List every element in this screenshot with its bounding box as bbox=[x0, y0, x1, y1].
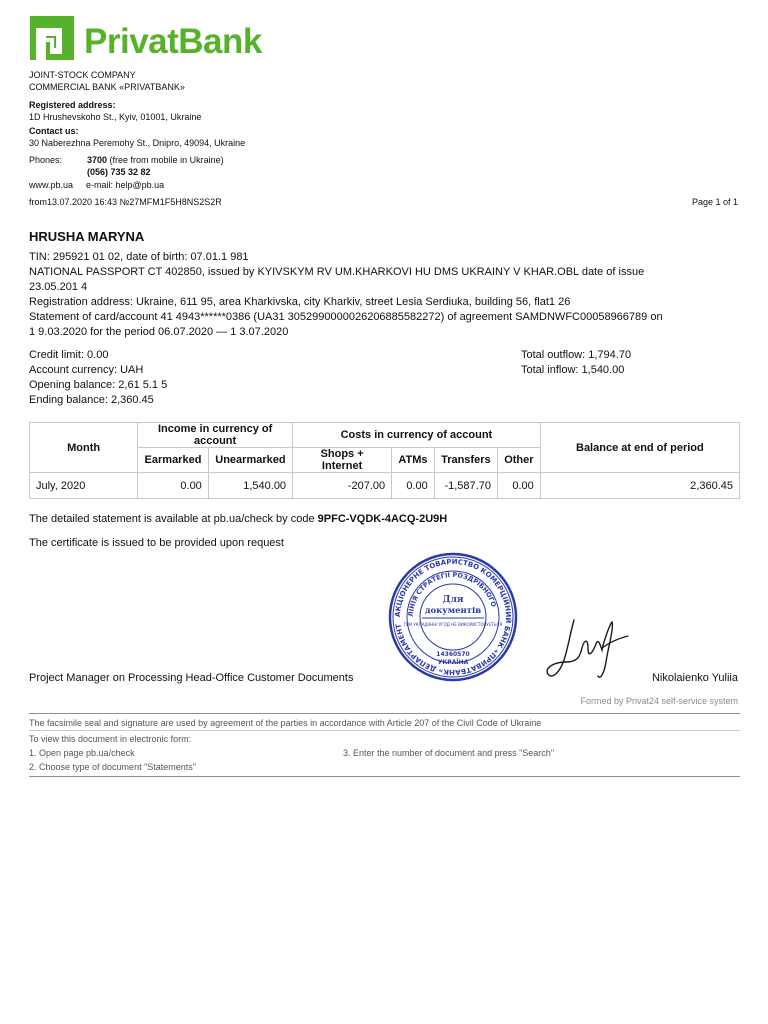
contact-address: 30 Naberezhna Peremohy St., Dnipro, 49094, Ukraine bbox=[29, 138, 246, 148]
client-detail-line: NATIONAL PASSPORT CT 402850, issued by KYIVSKYM RV UM.KHARKOVI HU DMS UKRAINY V KHAR.OBL date of issue bbox=[29, 266, 645, 278]
cell-month: July, 2020 bbox=[30, 473, 138, 499]
total-outflow: Total outflow: 1,794.70 bbox=[521, 349, 632, 361]
table-header-row bbox=[30, 423, 740, 448]
document-from-line: from13.07.2020 16:43 №27MFM1F5H8NS2S2R bbox=[29, 197, 222, 207]
cell-shops: -207.00 bbox=[293, 473, 392, 499]
client-detail-line: 1 9.03.2020 for the period 06.07.2020 — 1 3.07.2020 bbox=[29, 326, 289, 338]
signer-name: Nikolaienko Yuliia bbox=[651, 672, 738, 684]
footer-divider-bottom bbox=[29, 776, 740, 777]
cell-atms: 0.00 bbox=[392, 473, 435, 499]
client-details bbox=[29, 250, 741, 340]
check-code: 9PFC-VQDK-4ACQ-2U9H bbox=[317, 513, 448, 525]
company-line-2: COMMERCIAL BANK «PRIVATBANK» bbox=[29, 82, 185, 92]
cell-balance: 2,360.45 bbox=[540, 473, 739, 499]
view-step-2: 2. Choose type of document "Statements" bbox=[29, 762, 196, 772]
client-detail-line: 23.05.201 4 bbox=[29, 281, 88, 293]
svg-text:ПРИ УКЛАДАННІ УГОД НЕ ВИКОРИСТ: ПРИ УКЛАДАННІ УГОД НЕ ВИКОРИСТОВУЄТЬСЯ bbox=[403, 622, 503, 627]
statement-table bbox=[29, 422, 740, 499]
email: e-mail: help@pb.ua bbox=[86, 180, 165, 190]
cell-other: 0.00 bbox=[497, 473, 540, 499]
header-month: Month bbox=[30, 423, 138, 473]
header-balance: Balance at end of period bbox=[540, 423, 739, 473]
client-detail-line: Registration address: Ukraine, 611 95, area Kharkivska, city Kharkiv, street Lesia Serdiuka, building 56, flat1 26 bbox=[29, 296, 571, 308]
bank-seal-icon bbox=[388, 552, 518, 682]
footer-divider-mid bbox=[29, 730, 740, 731]
client-detail-line: Statement of card/account 41 4943******0386 (UA31 3052990000026206885582272) of agreement SAMDNWFC00058966789 on bbox=[29, 311, 663, 323]
signer-role: Project Manager on Processing Head-Office Customer Documents bbox=[29, 672, 354, 684]
view-step-3: 3. Enter the number of document and press "Search" bbox=[343, 748, 555, 758]
opening-balance: Opening balance: 2,61 5.1 5 bbox=[29, 379, 168, 391]
header-other: Other bbox=[497, 448, 540, 473]
certificate-note: The certificate is issued to be provided upon request bbox=[29, 537, 284, 549]
detailed-statement-note bbox=[29, 512, 447, 527]
website: www.pb.ua bbox=[29, 180, 74, 190]
summary-right bbox=[521, 348, 631, 378]
privatbank-logo-icon bbox=[30, 16, 74, 60]
svg-text:УКРАЇНА: УКРАЇНА bbox=[437, 659, 469, 666]
page-number: Page 1 of 1 bbox=[691, 197, 738, 207]
summary-left bbox=[29, 348, 167, 408]
svg-text:14360570: 14360570 bbox=[436, 651, 470, 658]
svg-text:документів: документів bbox=[424, 606, 482, 616]
phone-2: (056) 735 32 82 bbox=[87, 167, 151, 177]
header-transfers: Transfers bbox=[434, 448, 497, 473]
company-line-1: JOINT-STOCK COMPANY bbox=[29, 70, 136, 80]
header-earmarked: Earmarked bbox=[138, 448, 209, 473]
cell-unearmarked: 1,540.00 bbox=[208, 473, 292, 499]
phone-1-number: 3700 bbox=[87, 155, 108, 165]
table-row bbox=[30, 473, 740, 499]
contact-label: Contact us: bbox=[29, 126, 79, 136]
view-instructions-title: To view this document in electronic form: bbox=[29, 734, 192, 744]
header-atms: ATMs bbox=[392, 448, 435, 473]
header-costs: Costs in currency of account bbox=[293, 423, 541, 448]
registered-label: Registered address: bbox=[29, 100, 116, 110]
credit-limit: Credit limit: 0.00 bbox=[29, 349, 109, 361]
cell-transfers: -1,587.70 bbox=[434, 473, 497, 499]
header-shops: Shops + Internet bbox=[293, 448, 392, 473]
header-income: Income in currency of account bbox=[138, 423, 293, 448]
svg-text:Для: Для bbox=[442, 595, 464, 605]
account-currency: Account currency: UAH bbox=[29, 364, 144, 376]
cell-earmarked: 0.00 bbox=[138, 473, 209, 499]
signature-icon bbox=[542, 614, 634, 688]
phone-1 bbox=[87, 155, 224, 165]
total-inflow: Total inflow: 1,540.00 bbox=[521, 364, 625, 376]
facsimile-note: The facsimile seal and signature are used by agreement of the parties in accordance with Article 207 of the Civil Code of Ukraine bbox=[29, 718, 542, 728]
phone-1-note: (free from mobile in Ukraine) bbox=[109, 155, 224, 165]
footer-divider-top bbox=[29, 713, 740, 714]
svg-text:АКЦІОНЕРНЕ ТОВАРИСТВО КОМЕРЦІЙ: АКЦІОНЕРНЕ ТОВАРИСТВО КОМЕРЦІЙНИЙ БАНК «ПРИВАТБАНК» ДЕПАРТАМЕНТ bbox=[393, 557, 513, 677]
svg-text:ЛІНІЯ СТРАТЕГІЇ РОЗДРІБНОГО: ЛІНІЯ СТРАТЕГІЇ РОЗДРІБНОГО bbox=[406, 570, 498, 618]
client-detail-line: TIN: 295921 01 02, date of birth: 07.01.1 981 bbox=[29, 251, 249, 263]
brand-name: PrivatBank bbox=[84, 22, 262, 61]
ending-balance: Ending balance: 2,360.45 bbox=[29, 394, 154, 406]
detailed-statement-text: The detailed statement is available at pb.ua/check by code bbox=[29, 513, 315, 525]
client-name: HRUSHA MARYNA bbox=[29, 229, 145, 244]
formed-by-note: Formed by Privat24 self-service system bbox=[580, 696, 738, 706]
view-step-1: 1. Open page pb.ua/check bbox=[29, 748, 135, 758]
phones-label: Phones: bbox=[29, 155, 63, 165]
header-unearmarked: Unearmarked bbox=[208, 448, 292, 473]
registered-address: 1D Hrushevskoho St., Kyiv, 01001, Ukraine bbox=[29, 112, 202, 122]
